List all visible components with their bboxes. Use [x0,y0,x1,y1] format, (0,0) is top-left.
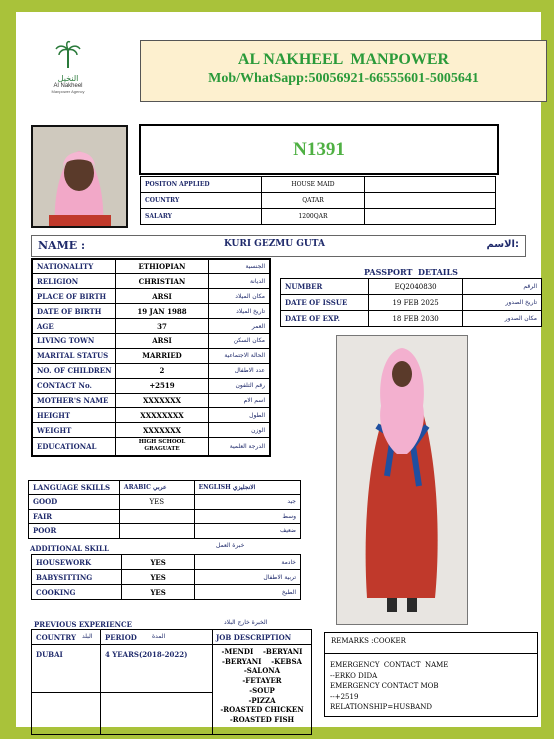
name-label: NAME : [38,239,86,252]
col-country-arabic: البلد [82,633,93,640]
field-label: POOR [29,524,120,539]
field-label-arabic: اسم الام [208,393,270,408]
col-country: COUNTRY [36,633,76,642]
table-row [32,555,301,570]
field-label-arabic: الجنسية [208,259,270,274]
field-label: POSITON APPLIED [141,177,262,193]
col-arabic: ARABIC عربي [119,481,194,495]
table-row [32,259,270,274]
table-row [29,509,301,524]
field-label-arabic: الطبخ [195,585,301,600]
emergency-line: --+2519 [330,692,359,701]
reference-number: N1391 [139,124,499,175]
field-label: FAIR [29,509,120,524]
field-label: MOTHER'S NAME [32,393,116,408]
language-header: LANGUAGE SKILLS [29,481,120,495]
field-label: DATE OF ISSUE [281,295,369,311]
job-item: -ROASTED FISH [229,714,295,724]
field-value: 19 JAN 1988 [116,304,208,319]
field-label-arabic: جيد [287,498,296,506]
field-label: CONTACT No. [32,378,116,393]
field-label: DATE OF EXP. [281,311,369,327]
field-extra [365,177,496,193]
field-label: MARITAL STATUS [32,348,116,363]
field-label: BABYSITTING [32,570,122,585]
job-item: -SOUP [249,685,275,695]
emergency-line: EMERGENCY CONTACT NAME [330,661,449,669]
job-item: -PIZZA [248,695,276,705]
field-label-arabic: الحالة الاجتماعية [208,348,270,363]
additional-skill-title: ADDITIONAL SKILL [30,544,109,553]
field-label: HOUSEWORK [32,555,122,570]
field-value: YES [121,555,195,570]
field-label: RELIGION [32,274,116,289]
field-value: XXXXXXX [116,423,208,438]
table-row [32,423,270,438]
personal-details-table [31,258,271,457]
experience-period: 4 YEARS(2018-2022) [105,650,188,659]
field-label: WEIGHT [32,423,116,438]
english-level [194,509,300,524]
english-level [194,495,300,510]
field-value: HIGH SCHOOL GRAGUATE [116,438,208,456]
passport-table [280,278,542,327]
job-item: -SALONA [243,666,281,676]
arabic-level [119,524,194,539]
table-row [32,585,301,600]
additional-skills-table [31,554,301,600]
field-value: YES [121,570,195,585]
field-label-arabic: العمر [208,319,270,334]
field-label-arabic: ضعيف [279,527,296,535]
col-english: ENGLISH الانجليزي [194,481,300,495]
arabic-level [119,509,194,524]
field-value: CHRISTIAN [116,274,208,289]
col-period: PERIOD [105,633,137,642]
field-label-arabic: الرقم [463,279,542,295]
additional-skill-title-arabic: خبرة العمل [216,542,245,549]
english-level [194,524,300,539]
table-row [141,177,496,193]
field-label-arabic: مكان الصدور [463,311,542,327]
field-value: +2519 [116,378,208,393]
table-row [141,209,496,225]
field-label: EDUCATIONAL [32,438,116,456]
field-value: ARSI [116,289,208,304]
agency-title: AL NAKHEEL MANPOWER [237,51,450,68]
palm-tree-icon [53,40,83,70]
language-skills-table [28,480,301,539]
field-label-arabic: وسط [282,512,296,520]
field-label: GOOD [29,495,120,510]
table-row [32,319,270,334]
candidate-portrait-photo [31,125,128,228]
job-item: -ROASTED CHICKEN [220,705,304,715]
field-value: YES [121,585,195,600]
job-item: -BERYANI -KEBSA [222,656,302,666]
table-row [32,348,270,363]
table-row [29,524,301,539]
field-label: AGE [32,319,116,334]
col-period-arabic: المدة [152,633,166,640]
field-label: COOKING [32,585,122,600]
col-job-description: JOB DESCRIPTION [216,633,292,642]
field-label: LIVING TOWN [32,333,116,348]
field-value: HOUSE MAID [262,177,365,193]
name-label-arabic: الاسم: [486,239,519,250]
table-row [32,363,270,378]
passport-title: PASSPORT DETAILS [364,267,458,277]
table-row [29,481,301,495]
field-label-arabic: رقم التلفون [208,378,270,393]
field-label: COUNTRY [141,193,262,209]
cv-page [16,12,541,727]
table-row [32,408,270,423]
field-extra [365,193,496,209]
table-row [281,311,542,327]
table-row [32,438,270,456]
field-label-arabic: الوزن [208,423,270,438]
experience-table [31,629,312,735]
field-value: QATAR [262,193,365,209]
emergency-line: EMERGENCY CONTACT MOB [330,682,439,690]
field-value: XXXXXXX [116,393,208,408]
field-label-arabic: تاريخ الميلاد [208,304,270,319]
table-row [141,193,496,209]
agency-logo: النخيل Al Nakheel Manpower Agency [38,40,98,102]
table-row [32,274,270,289]
field-label-arabic: تربية الاطفال [195,570,301,585]
field-label-arabic: مكان السكن [208,333,270,348]
field-value: XXXXXXXX [116,408,208,423]
remarks-text: REMARKS :COOKER [331,637,406,645]
field-value: ARSI [116,333,208,348]
candidate-full-body-photo [336,335,468,625]
field-value: 19 FEB 2025 [368,295,463,311]
table-row [281,279,542,295]
table-row [32,378,270,393]
field-value: 2 [116,363,208,378]
field-label-arabic: الدرجة العلمية [208,438,270,456]
field-value: 1200QAR [262,209,365,225]
table-row [32,393,270,408]
emergency-line: --ERKO DIDA [330,671,378,680]
field-label-arabic: خادمة [195,555,301,570]
field-value: MARRIED [116,348,208,363]
field-label: NATIONALITY [32,259,116,274]
field-label-arabic: الديانة [208,274,270,289]
previous-experience-title-arabic: الخبرة خارج البلاد [224,619,268,626]
field-value: 37 [116,319,208,334]
field-label: HEIGHT [32,408,116,423]
field-label-arabic: تاريخ الصدور [463,295,542,311]
emergency-contact [330,660,448,713]
field-extra [365,209,496,225]
field-value: EQ2040830 [368,279,463,295]
agency-contact: Mob/WhatSapp:50056921-66555601-5005641 [208,71,479,86]
table-row [32,333,270,348]
field-value: ETHIOPIAN [116,259,208,274]
field-label: SALARY [141,209,262,225]
field-label: DATE OF BIRTH [32,304,116,319]
arabic-level: YES [119,495,194,510]
field-label-arabic: مكان الميلاد [208,289,270,304]
field-label: PLACE OF BIRTH [32,289,116,304]
table-row [32,289,270,304]
table-row [29,495,301,510]
field-value: 18 FEB 2030 [368,311,463,327]
candidate-name: KURI GEZMU GUTA [224,239,325,249]
name-bar [31,235,526,257]
job-description-list [213,647,311,725]
experience-country: DUBAI [36,650,63,659]
emergency-contact-box [324,653,538,717]
job-item: -MENDI -BERYANI [221,647,303,656]
previous-experience-title: PREVIOUS EXPERIENCE [34,620,132,629]
remarks-box [324,632,538,654]
field-label-arabic: الطول [208,408,270,423]
field-label: NUMBER [281,279,369,295]
emergency-line: RELATIONSHIP=HUSBAND [330,703,432,711]
table-row [281,295,542,311]
field-label-arabic: عدد الاطفال [208,363,270,378]
position-table [140,176,496,225]
job-item: -FETAYER [242,676,282,686]
field-label: NO. OF CHILDREN [32,363,116,378]
table-row [32,570,301,585]
table-row [32,304,270,319]
agency-header [140,40,547,102]
